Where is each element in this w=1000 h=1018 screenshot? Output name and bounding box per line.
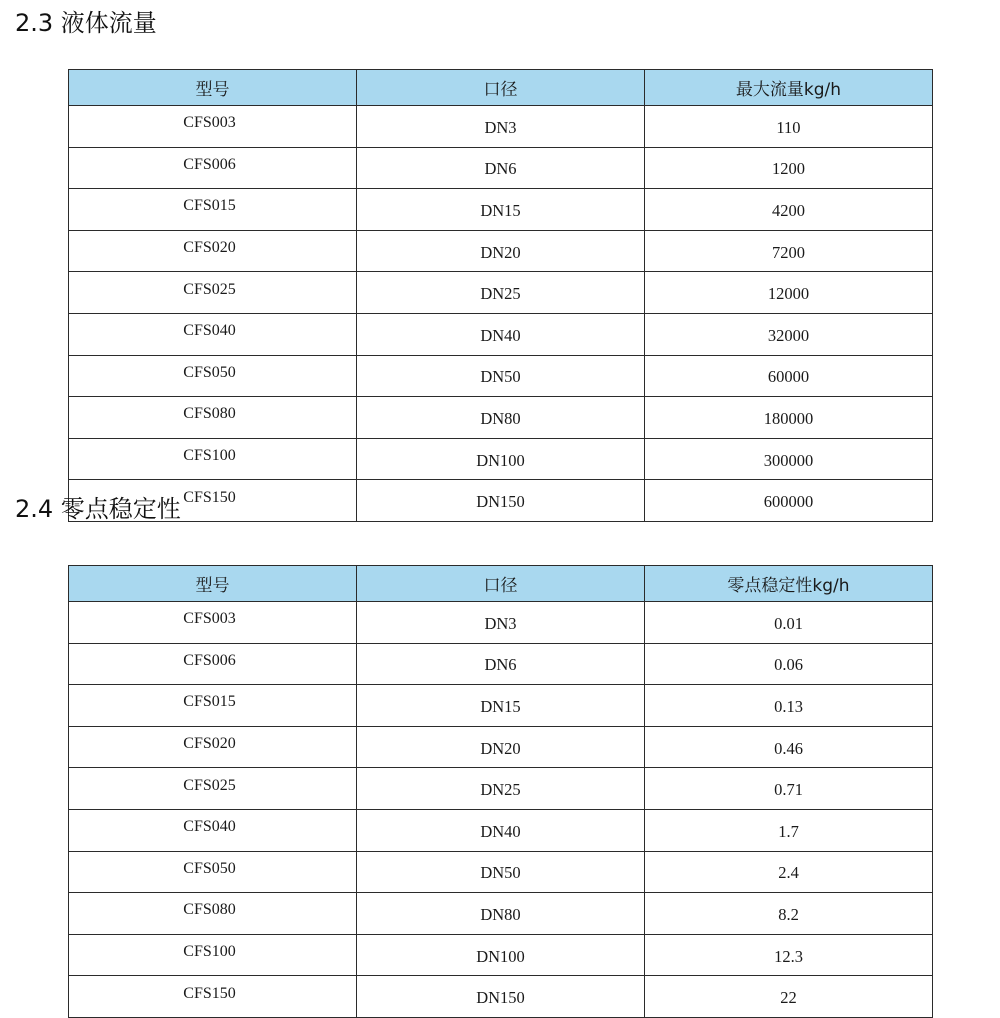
cell-model: CFS003	[69, 106, 357, 148]
cell-size: DN20	[357, 230, 645, 272]
cell-model: CFS040	[69, 809, 357, 851]
table-row	[69, 438, 933, 480]
cell-zero-stability: 22	[645, 976, 933, 1018]
table-row	[69, 851, 933, 893]
cell-max-flow: 4200	[645, 189, 933, 231]
cell-size: DN25	[357, 768, 645, 810]
cell-size: DN15	[357, 189, 645, 231]
cell-size: DN80	[357, 893, 645, 935]
table-row	[69, 602, 933, 644]
cell-model: CFS150	[69, 976, 357, 1018]
table-row	[69, 230, 933, 272]
cell-size: DN20	[357, 726, 645, 768]
cell-zero-stability: 0.71	[645, 768, 933, 810]
cell-model: CFS006	[69, 643, 357, 685]
column-header-zero-stability: 零点稳定性kg/h	[645, 566, 933, 602]
table-header-row	[69, 566, 933, 602]
cell-zero-stability: 1.7	[645, 809, 933, 851]
cell-size: DN100	[357, 438, 645, 480]
cell-size: DN150	[357, 480, 645, 522]
table-row	[69, 809, 933, 851]
cell-zero-stability: 12.3	[645, 934, 933, 976]
zero-stability-table	[68, 565, 933, 1018]
cell-max-flow: 300000	[645, 438, 933, 480]
cell-model: CFS150	[69, 480, 357, 522]
table-row	[69, 768, 933, 810]
cell-max-flow: 7200	[645, 230, 933, 272]
table-row	[69, 272, 933, 314]
cell-model: CFS080	[69, 397, 357, 439]
column-header-max-flow: 最大流量kg/h	[645, 70, 933, 106]
cell-zero-stability: 8.2	[645, 893, 933, 935]
column-header-model: 型号	[69, 70, 357, 106]
cell-model: CFS050	[69, 355, 357, 397]
cell-zero-stability: 0.46	[645, 726, 933, 768]
table-row	[69, 976, 933, 1018]
cell-model: CFS015	[69, 685, 357, 727]
cell-size: DN50	[357, 355, 645, 397]
table-row	[69, 313, 933, 355]
table-row	[69, 106, 933, 148]
cell-size: DN50	[357, 851, 645, 893]
cell-max-flow: 12000	[645, 272, 933, 314]
cell-model: CFS020	[69, 230, 357, 272]
cell-size: DN15	[357, 685, 645, 727]
cell-size: DN40	[357, 809, 645, 851]
table-row	[69, 397, 933, 439]
cell-model: CFS080	[69, 893, 357, 935]
section-title-zero-stability: 2.4 零点稳定性	[15, 495, 181, 523]
cell-model: CFS100	[69, 438, 357, 480]
cell-model: CFS025	[69, 768, 357, 810]
cell-zero-stability: 0.06	[645, 643, 933, 685]
cell-size: DN6	[357, 643, 645, 685]
cell-size: DN80	[357, 397, 645, 439]
table-row	[69, 355, 933, 397]
table-row	[69, 480, 933, 522]
liquid-flow-table	[68, 69, 933, 522]
column-header-size: 口径	[357, 70, 645, 106]
cell-zero-stability: 0.01	[645, 602, 933, 644]
cell-model: CFS020	[69, 726, 357, 768]
table-row	[69, 685, 933, 727]
table-row	[69, 189, 933, 231]
cell-model: CFS040	[69, 313, 357, 355]
cell-model: CFS050	[69, 851, 357, 893]
cell-size: DN25	[357, 272, 645, 314]
cell-model: CFS100	[69, 934, 357, 976]
cell-zero-stability: 2.4	[645, 851, 933, 893]
table-row	[69, 934, 933, 976]
table-row	[69, 893, 933, 935]
cell-size: DN40	[357, 313, 645, 355]
cell-model: CFS015	[69, 189, 357, 231]
cell-max-flow: 600000	[645, 480, 933, 522]
table-row	[69, 643, 933, 685]
column-header-size: 口径	[357, 566, 645, 602]
cell-max-flow: 32000	[645, 313, 933, 355]
table-header-row	[69, 70, 933, 106]
cell-max-flow: 60000	[645, 355, 933, 397]
section-title-liquid-flow: 2.3 液体流量	[15, 9, 157, 37]
cell-size: DN3	[357, 106, 645, 148]
cell-size: DN6	[357, 147, 645, 189]
cell-max-flow: 110	[645, 106, 933, 148]
cell-size: DN100	[357, 934, 645, 976]
column-header-model: 型号	[69, 566, 357, 602]
cell-max-flow: 1200	[645, 147, 933, 189]
cell-size: DN150	[357, 976, 645, 1018]
cell-size: DN3	[357, 602, 645, 644]
cell-model: CFS025	[69, 272, 357, 314]
table-row	[69, 726, 933, 768]
cell-model: CFS006	[69, 147, 357, 189]
cell-zero-stability: 0.13	[645, 685, 933, 727]
cell-model: CFS003	[69, 602, 357, 644]
cell-max-flow: 180000	[645, 397, 933, 439]
table-row	[69, 147, 933, 189]
